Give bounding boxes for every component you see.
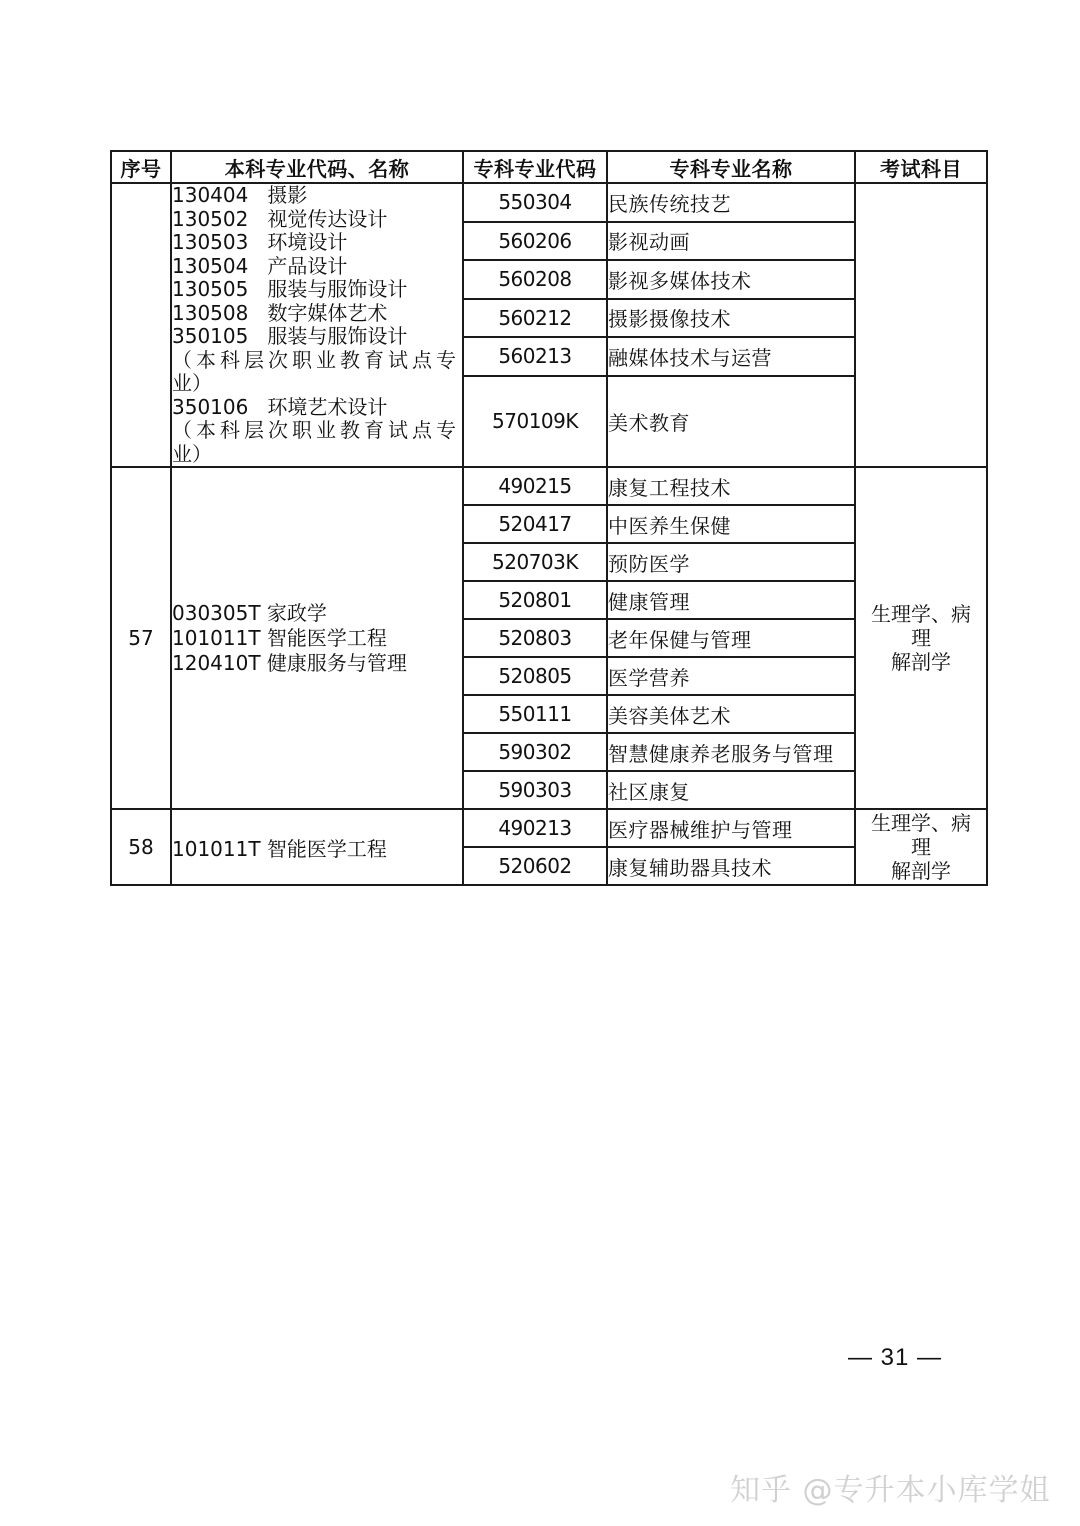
college-code-cell: 590302 [463,733,607,771]
undergrad-major-line: 130503 环境设计 [172,230,348,254]
college-code-cell: 520801 [463,581,607,619]
seq-cell: 57 [111,467,171,809]
college-code-cell: 560206 [463,222,607,261]
exam-subject-line: 解剖学 [891,650,951,674]
table-row [111,809,987,847]
college-code-cell: 520703K [463,543,607,581]
seq-cell [111,183,171,467]
college-name-cell: 智慧健康养老服务与管理 [607,733,855,771]
undergrad-major-line: 350105 服装与服饰设计 [172,324,408,348]
college-code-cell: 520417 [463,505,607,543]
undergrad-majors-cell [171,809,463,885]
college-name-cell: 预防医学 [607,543,855,581]
header-exam-subjects: 考试科目 [855,151,987,183]
header-college-code: 专科专业代码 [463,151,607,183]
college-name-cell: 美术教育 [607,376,855,467]
undergrad-majors-cell [171,467,463,809]
exam-subject-line: 生理学、病 [871,602,971,626]
college-code-cell: 550111 [463,695,607,733]
table-row [111,183,987,222]
college-code-cell: 560212 [463,299,607,338]
college-code-cell: 560208 [463,260,607,299]
college-name-cell: 影视动画 [607,222,855,261]
college-code-cell: 490213 [463,809,607,847]
seq-cell: 58 [111,809,171,885]
college-name-cell: 融媒体技术与运营 [607,337,855,376]
majors-table [110,150,988,886]
page-number: — 31 — [848,1344,943,1371]
undergrad-major-note: （本科层次职业教育试点专 [172,347,460,372]
undergrad-major-line: 101011T 智能医学工程 [172,836,387,861]
undergrad-major-line: 120410T 健康服务与管理 [172,650,407,675]
undergrad-major-note: 业） [172,441,212,466]
undergrad-major-line: 130404 摄影 [172,183,308,207]
college-name-cell: 民族传统技艺 [607,183,855,222]
header-seq: 序号 [111,151,171,183]
college-name-cell: 健康管理 [607,581,855,619]
college-code-cell: 490215 [463,467,607,505]
undergrad-majors-cell [171,183,463,467]
college-code-cell: 520602 [463,847,607,885]
college-name-cell: 康复工程技术 [607,467,855,505]
college-code-cell: 570109K [463,376,607,467]
exam-subject-line: 解剖学 [891,859,951,883]
college-name-cell: 康复辅助器具技术 [607,847,855,885]
college-name-cell: 摄影摄像技术 [607,299,855,338]
exam-subject-line: 理 [911,626,931,650]
table-row [111,467,987,505]
college-code-cell: 520805 [463,657,607,695]
exam-subject-line: 生理学、病 [871,811,971,835]
college-code-cell: 550304 [463,183,607,222]
header-undergrad-major: 本科专业代码、名称 [171,151,463,183]
undergrad-major-line: 030305T 家政学 [172,600,327,625]
college-code-cell: 590303 [463,771,607,809]
college-name-cell: 医学营养 [607,657,855,695]
college-name-cell: 影视多媒体技术 [607,260,855,299]
undergrad-major-line: 101011T 智能医学工程 [172,625,387,650]
undergrad-major-note: 业） [172,371,212,395]
college-name-cell: 美容美体艺术 [607,695,855,733]
exam-subject-line: 理 [911,835,931,859]
exam-subjects-cell [855,809,987,885]
undergrad-major-line: 130502 视觉传达设计 [172,206,388,231]
undergrad-major-line: 130505 服装与服饰设计 [172,277,408,301]
undergrad-major-line: 350106 环境艺术设计 [172,394,388,419]
college-name-cell: 社区康复 [607,771,855,809]
college-name-cell: 中医养生保健 [607,505,855,543]
college-name-cell: 医疗器械维护与管理 [607,809,855,847]
undergrad-major-line: 130504 产品设计 [172,253,348,278]
college-code-cell: 520803 [463,619,607,657]
header-college-name: 专科专业名称 [607,151,855,183]
undergrad-major-line: 130508 数字媒体艺术 [172,300,388,325]
watermark: 知乎 @专升本小库学姐 [730,1473,1051,1508]
table-header-row [111,151,987,183]
undergrad-major-note: （本科层次职业教育试点专 [172,418,460,442]
exam-subjects-cell [855,183,987,467]
college-code-cell: 560213 [463,337,607,376]
college-name-cell: 老年保健与管理 [607,619,855,657]
exam-subjects-cell [855,467,987,809]
